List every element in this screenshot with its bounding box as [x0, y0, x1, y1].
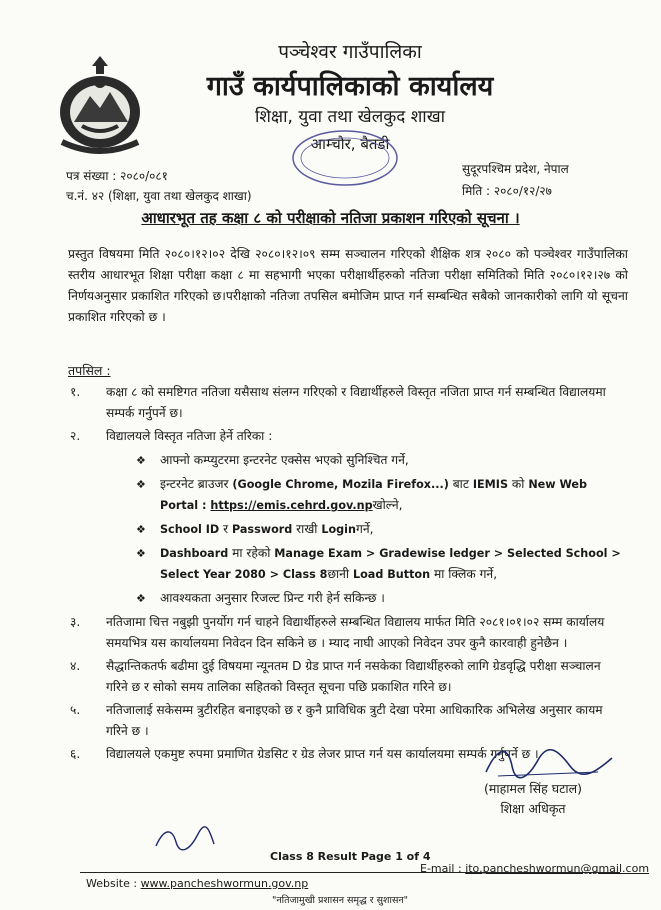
- province-name: सुदूरपश्चिम प्रदेश, नेपाल: [462, 162, 569, 176]
- office-email: E-mail : ito.pancheshwormun@gmail.com: [420, 862, 650, 875]
- office-website: Website : www.pancheshwormun.gov.np: [86, 877, 309, 890]
- emis-portal-link[interactable]: https://emis.cehrd.gov.np: [210, 499, 373, 512]
- item-number: ५.: [70, 703, 81, 717]
- list-item: [70, 382, 626, 424]
- signatory-title: शिक्षा अधिकृत: [500, 801, 566, 816]
- diamond-bullet-icon: ❖: [136, 547, 146, 560]
- website-link[interactable]: www.pancheshwormun.gov.np: [140, 877, 309, 890]
- body-paragraph: प्रस्तुत विषयमा मिति २०८०।१२।०२ देखि २०८०।१२।०९ सम्म सञ्चालन गरिएको शैक्षिक शत्र २०८० को पञ्चेश्वर गाउँपालिका स्तरीय आधारभूत शिक्षा परीक्षा कक्षा ८ मा सहभागी भएका परीक्षार्थीहरुको नतिजा परीक्षा समितिको मिति २०८०।१२।२७ को निर्णयअनुसार प्रकाशित गरिएको छ।परीक्षाको नतिजा तपसिल बमोजिम प्राप्त गर्न सम्बन्धित सबैको जानकारीको लागि यो सूचना प्रकाशित गरिएको छ ।: [68, 247, 628, 324]
- details-list: [70, 382, 626, 767]
- footer-motto: "नतिजामुखी प्रशासन समृद्ध र सुशासन": [271, 895, 409, 906]
- item-text: विद्यालयले विस्तृत नतिजा हेर्ने तरिका :: [106, 429, 273, 443]
- footer-divider: [80, 872, 620, 873]
- step-item: ❖ School ID र Password राखी Loginगर्ने,: [136, 519, 626, 540]
- office-stamp-icon: [290, 128, 400, 188]
- step-item: ❖ Dashboard मा रहेको Manage Exam > Gradewise ledger > Selected School > Select Year 2080 > Class 8छानी Load Button मा क्लिक गर्ने,: [136, 543, 626, 585]
- office-name: गाउँ कार्यपालिकाको कार्यालय: [206, 71, 494, 102]
- municipality-name: पञ्चेश्वर गाउँपालिका: [278, 41, 422, 63]
- item-text: विद्यालयले एकमुष्ट रुपमा प्रमाणित ग्रेडसिट र ग्रेड लेजर प्राप्त गर्न यस कार्यालयमा सम्पर्क गर्नुपर्ने छ ।: [106, 747, 539, 761]
- step-item: ❖ इन्टरनेट ब्राउजर (Google Chrome, Mozila Firefox...) बाट IEMIS को New Web Portal : https://emis.cehrd.gov.npखोल्ने,: [136, 474, 626, 516]
- notice-date: मिति : २०८०/१२/२७: [462, 184, 552, 198]
- diamond-bullet-icon: ❖: [136, 478, 146, 491]
- diamond-bullet-icon: ❖: [136, 523, 146, 536]
- signatory-name: (माहामल सिंह घटाल): [484, 781, 582, 796]
- step-item: ❖ आवश्यकता अनुसार रिजल्ट प्रिन्ट गरी हेर्न सकिन्छ ।: [136, 588, 626, 609]
- item-text: सैद्धान्तिकतर्फ बढीमा दुई विषयमा न्यूनतम D ग्रेड प्राप्त गर्न नसकेका विद्यार्थीहरुको लागि ग्रेडवृद्धि परीक्षा सञ्चालन गरिने छ र सोको समय तालिका सहितको विस्तृत सूचना पछि प्रकाशित गरिने छ।: [106, 659, 601, 694]
- item-number: १.: [70, 385, 81, 399]
- letter-number: पत्र संख्या : २०८०/०८१: [66, 169, 168, 183]
- item-number: २.: [70, 429, 81, 443]
- initials-signature-icon: [150, 822, 220, 856]
- notice-subject: आधारभूत तह कक्षा ८ को परीक्षाको नतिजा प्रकाशन गरिएको सूचना ।: [141, 209, 520, 227]
- item-number: ६.: [70, 747, 81, 761]
- step-item: ❖ आफ्नो कम्प्युटरमा इन्टरनेट एक्सेस भएको सुनिश्चित गर्ने,: [136, 450, 626, 471]
- list-item: [70, 656, 626, 698]
- list-item: [70, 426, 626, 609]
- details-label: तपसिल :: [68, 363, 111, 378]
- diamond-bullet-icon: ❖: [136, 592, 146, 605]
- section-name: शिक्षा, युवा तथा खेलकुद शाखा: [254, 107, 446, 127]
- handwritten-signature-icon: [478, 742, 618, 782]
- office-address: आम्चौर, बैतडी: [310, 135, 390, 153]
- page-indicator: Class 8 Result Page 1 of 4: [270, 850, 431, 863]
- dispatch-number: च.नं. ४२ (शिक्षा, युवा तथा खेलकुद शाखा): [66, 189, 252, 203]
- item-number: ४.: [70, 659, 81, 673]
- item-text: कक्षा ८ को समष्टिगत नतिजा यसैसाथ संलग्न गरिएको र विद्यार्थीहरुले विस्तृत नजिता प्राप्त गर्न सम्बन्धित विद्यालयमा सम्पर्क गर्नुपर्ने छ।: [106, 385, 606, 420]
- item-text: नतिजालाई सकेसम्म त्रुटीरहित बनाइएको छ र कुनै प्राविधिक त्रुटी देखा परेमा आधिकारिक अभिलेख अनुसार कायम गरिने छ ।: [106, 703, 603, 738]
- list-item: [70, 700, 626, 742]
- item-number: ३.: [70, 615, 81, 629]
- diamond-bullet-icon: ❖: [136, 454, 146, 467]
- item-text: नतिजामा चित्त नबुझी पुनर्योग गर्न चाहने विद्यार्थीहरुले सम्बन्धित विद्यालय मार्फत मिति २०८१।०१।०२ सम्म कार्यालय समयभित्र यस कार्यालयमा निवेदन दिन सकिने छ । म्याद नाघी आएको निवेदन उपर कुनै कारवाही हुनेछैन ।: [106, 615, 605, 650]
- email-link[interactable]: ito.pancheshwormun@gmail.com: [465, 862, 650, 875]
- steps-list: [106, 450, 626, 609]
- government-emblem-icon: [52, 52, 148, 156]
- list-item: [70, 612, 626, 654]
